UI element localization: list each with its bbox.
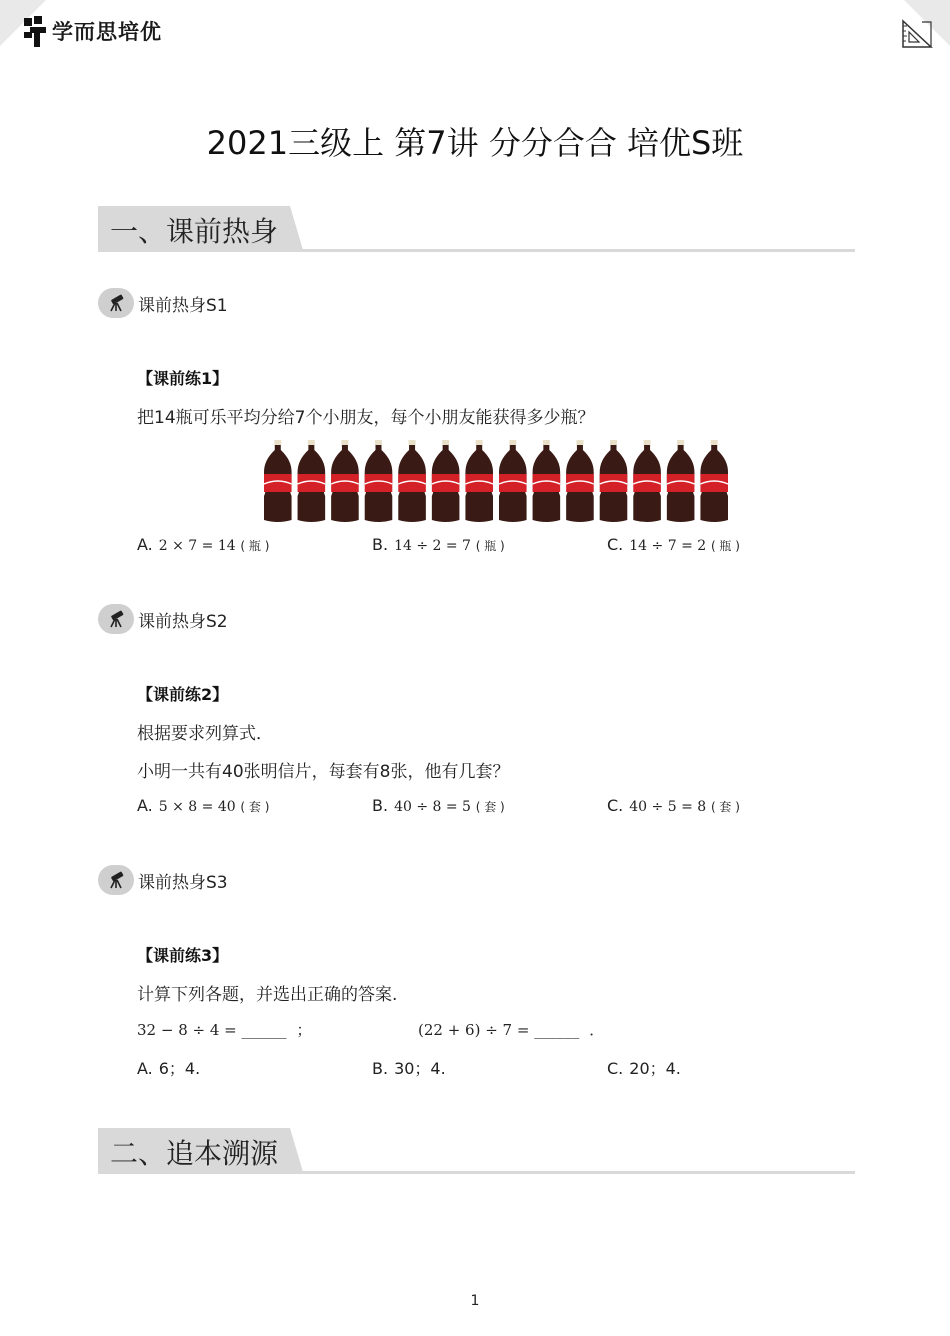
telescope-badge bbox=[98, 288, 134, 318]
expression-1: 32 − 8 ÷ 4 = ______ ； bbox=[137, 1021, 312, 1039]
subsection-s2 bbox=[98, 602, 228, 636]
cola-bottle bbox=[667, 440, 695, 522]
question-text: 根据要求列算式． bbox=[137, 724, 273, 744]
brand-logo-text: 学而思培优 bbox=[52, 20, 162, 44]
cola-bottle bbox=[365, 440, 393, 522]
exercise-title: 【课前练1】 bbox=[137, 369, 229, 388]
cola-bottle bbox=[432, 440, 460, 522]
cola-bottle bbox=[600, 440, 628, 522]
option-c[interactable]: C. 14 ÷ 7 = 2 ( 瓶 ) bbox=[607, 535, 740, 554]
telescope-badge bbox=[98, 604, 134, 634]
section-title: 二、追本溯源 bbox=[110, 1137, 279, 1170]
page-title: 2021三级上 第7讲 分分合合 培优S班 bbox=[206, 124, 744, 162]
brand-logo bbox=[22, 14, 162, 48]
cola-bottle bbox=[566, 440, 594, 522]
expression-2: (22 + 6) ÷ 7 = ______ ． bbox=[418, 1021, 605, 1039]
ruler-triangle-icon bbox=[900, 18, 934, 50]
option-a[interactable]: A. 2 × 7 = 14 ( 瓶 ) bbox=[137, 535, 270, 554]
cola-bottles-illustration bbox=[262, 440, 732, 524]
option-b[interactable]: B. 30；4. bbox=[372, 1059, 446, 1078]
telescope-icon bbox=[106, 609, 126, 629]
cola-bottle bbox=[264, 440, 292, 522]
option-c[interactable]: C. 20；4. bbox=[607, 1059, 681, 1078]
cola-bottle bbox=[298, 440, 326, 522]
section-header-origin bbox=[98, 1128, 855, 1174]
question-text: 计算下列各题，并选出正确的答案. bbox=[137, 985, 398, 1005]
cola-bottle bbox=[499, 440, 527, 522]
cola-bottle bbox=[533, 440, 561, 522]
cola-bottle bbox=[331, 440, 359, 522]
page-number: 1 bbox=[470, 1293, 480, 1309]
question-text: 把14瓶可乐平均分给7个小朋友，每个小朋友能获得多少瓶？ bbox=[137, 408, 595, 428]
option-b[interactable]: B. 14 ÷ 2 = 7 ( 瓶 ) bbox=[372, 535, 505, 554]
subsection-s1 bbox=[98, 286, 228, 320]
telescope-badge bbox=[98, 865, 134, 895]
option-c[interactable]: C. 40 ÷ 5 = 8 ( 套 ) bbox=[607, 796, 740, 815]
subsection-s3 bbox=[98, 863, 228, 897]
option-a[interactable]: A. 5 × 8 = 40 ( 套 ) bbox=[137, 796, 270, 815]
section-header-warmup bbox=[98, 206, 855, 252]
exercise-title: 【课前练2】 bbox=[137, 685, 229, 704]
exercise-title: 【课前练3】 bbox=[137, 946, 229, 965]
brand-logo-icon bbox=[22, 14, 48, 48]
subsection-label: 课前热身S2 bbox=[138, 611, 228, 632]
subsection-label: 课前热身S3 bbox=[138, 872, 228, 893]
subsection-label: 课前热身S1 bbox=[138, 295, 228, 316]
option-a[interactable]: A. 6；4. bbox=[137, 1059, 201, 1078]
cola-bottle bbox=[398, 440, 426, 522]
cola-bottle bbox=[633, 440, 661, 522]
section-title: 一、课前热身 bbox=[110, 215, 279, 248]
telescope-icon bbox=[106, 293, 126, 313]
telescope-icon bbox=[106, 870, 126, 890]
option-b[interactable]: B. 40 ÷ 8 = 5 ( 套 ) bbox=[372, 796, 505, 815]
cola-bottle bbox=[700, 440, 728, 522]
question-text: 小明一共有40张明信片，每套有8张，他有几套？ bbox=[137, 762, 510, 782]
cola-bottle bbox=[465, 440, 493, 522]
